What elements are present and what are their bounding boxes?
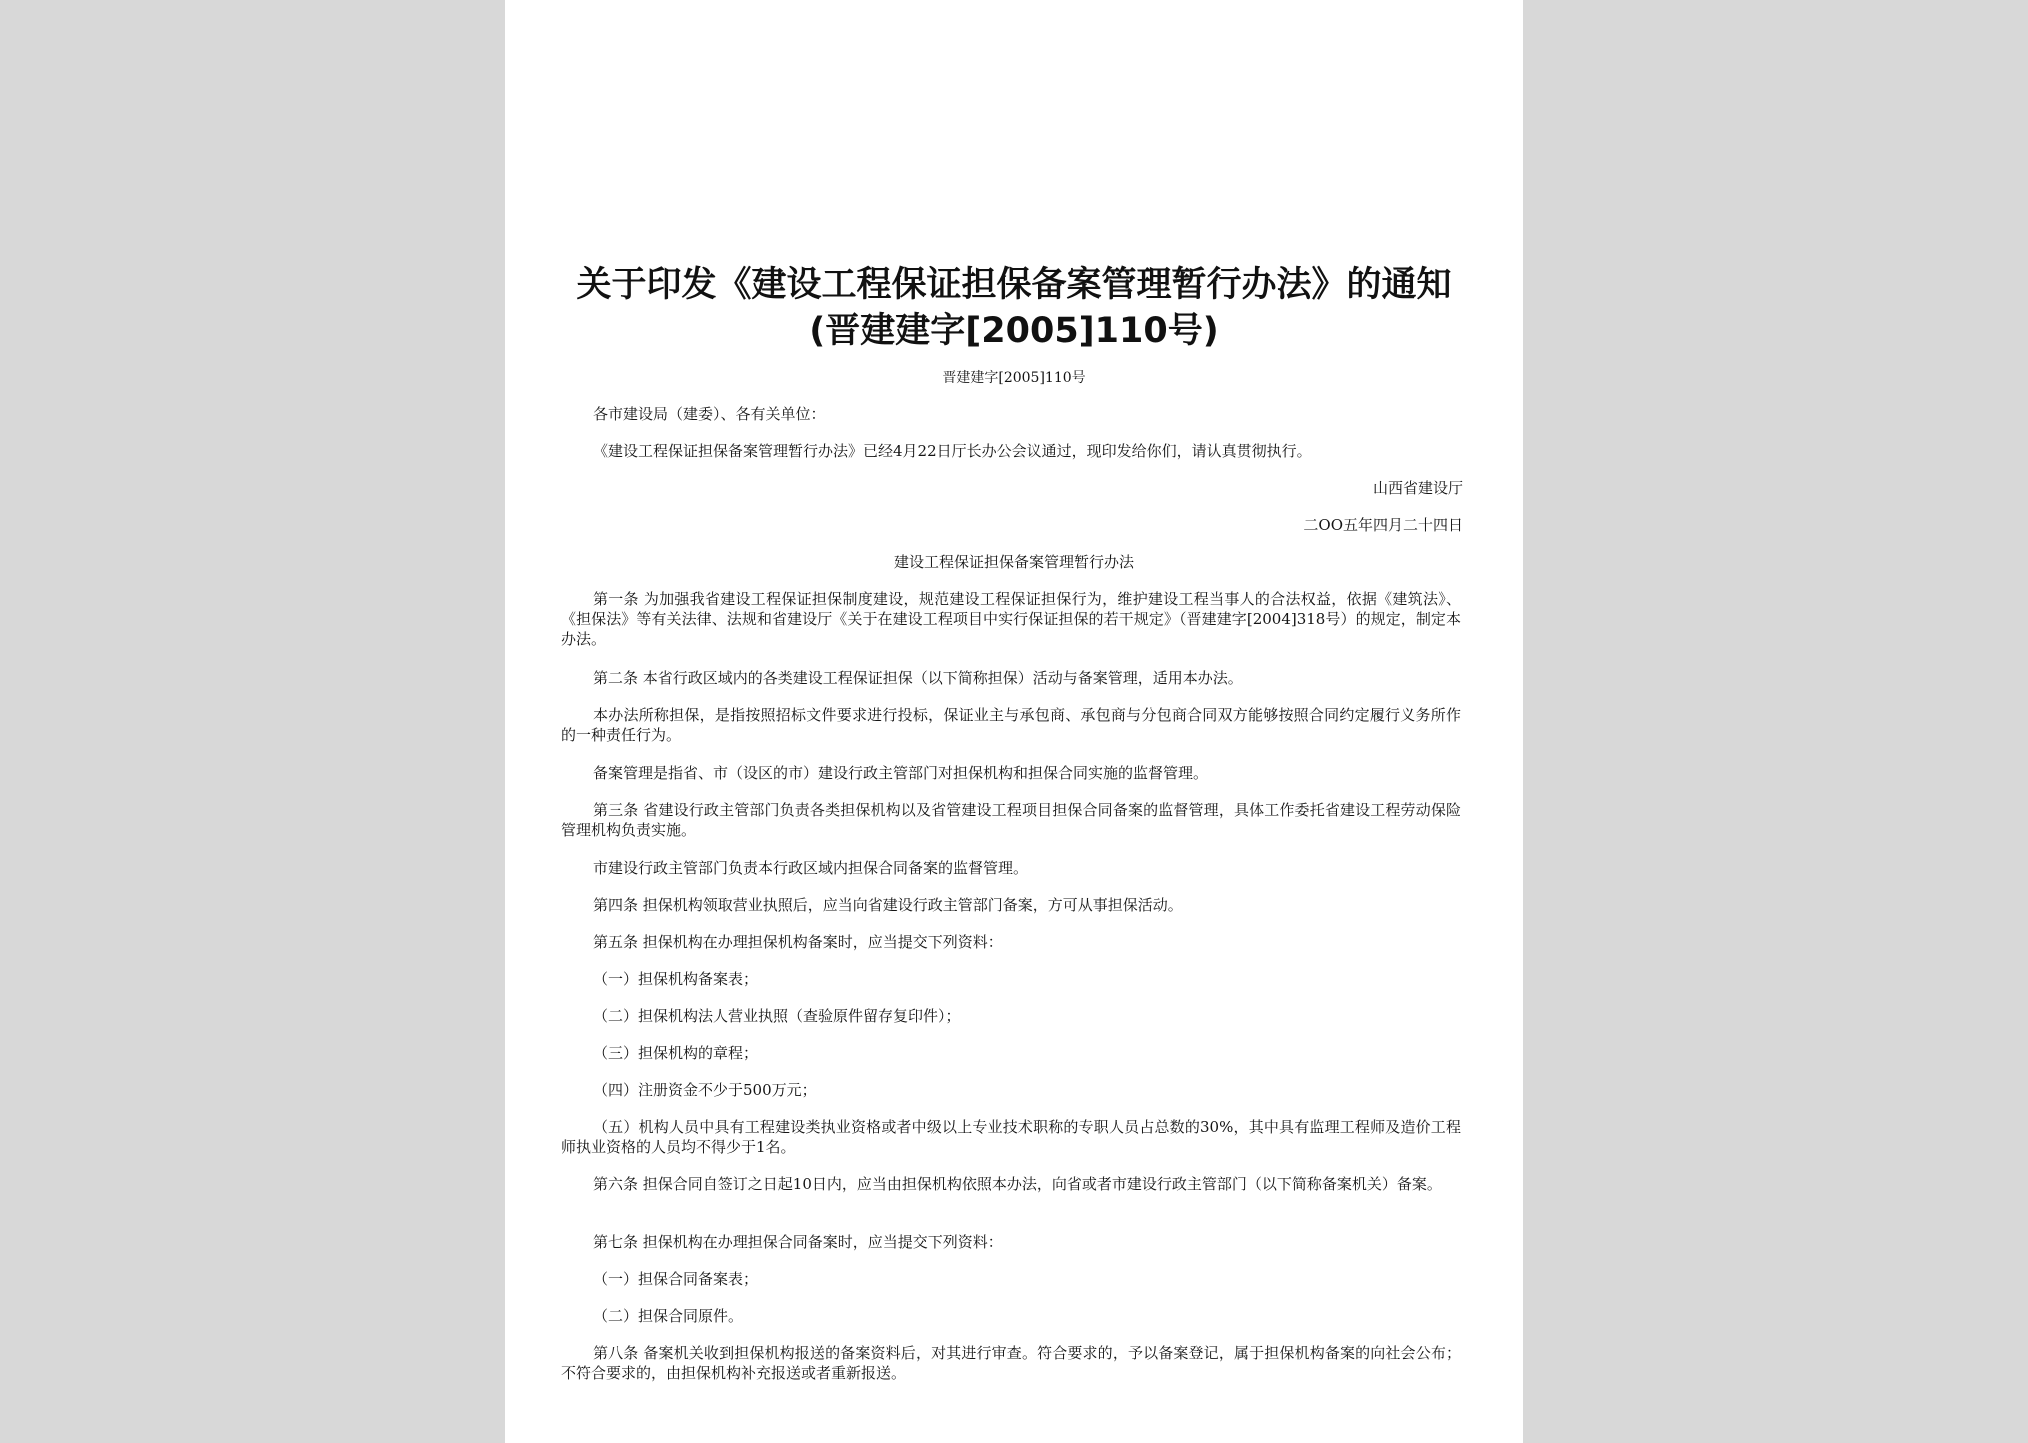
article-2-filing-definition: 备案管理是指省、市（设区的市）建设行政主管部门对担保机构和担保合同实施的监督管理。	[593, 764, 1209, 782]
article-8: 第八条 备案机关收到担保机构报送的备案资料后，对其进行审查。符合要求的，予以备案登记，属于担保机构备案的向社会公布；不符合要求的，由担保机构补充报送或者重新报送。	[561, 1344, 1461, 1382]
salutation: 各市建设局（建委）、各有关单位：	[593, 405, 826, 423]
article-5: 第五条 担保机构在办理担保机构备案时，应当提交下列资料：	[593, 933, 1003, 951]
document-number: 晋建建字[2005]110号	[942, 370, 1086, 386]
article-7-item-2: （二）担保合同原件。	[593, 1307, 744, 1325]
issue-date: 二OO五年四月二十四日	[1303, 516, 1463, 534]
article-2-definition: 本办法所称担保，是指按照招标文件要求进行投标，保证业主与承包商、承包商与分包商合同双方能够按照合同约定履行义务所作的一种责任行为。	[561, 706, 1461, 744]
issuer: 山西省建设厅	[1372, 479, 1463, 497]
article-5-item-1: （一）担保机构备案表；	[593, 970, 759, 988]
article-3-city: 市建设行政主管部门负责本行政区域内担保合同备案的监督管理。	[593, 859, 1029, 877]
article-1: 第一条 为加强我省建设工程保证担保制度建设，规范建设工程保证担保行为，维护建设工程当事人的合法权益，依据《建筑法》、《担保法》等有关法律、法规和省建设厅《关于在建设工程项目中实行保证担保的若干规定》（晋建建字[2004]318号）的规定，制定本办法。	[561, 590, 1461, 648]
article-3: 第三条 省建设行政主管部门负责各类担保机构以及省管建设工程项目担保合同备案的监督管理，具体工作委托省建设工程劳动保险管理机构负责实施。	[561, 801, 1461, 839]
article-5-item-3: （三）担保机构的章程；	[593, 1044, 759, 1062]
article-5-item-4: （四）注册资金不少于500万元；	[593, 1081, 817, 1099]
article-7: 第七条 担保机构在办理担保合同备案时，应当提交下列资料：	[593, 1233, 1003, 1251]
article-2: 第二条 本省行政区域内的各类建设工程保证担保（以下简称担保）活动与备案管理，适用本办法。	[593, 669, 1243, 687]
article-6: 第六条 担保合同自签订之日起10日内，应当由担保机构依照本办法，向省或者市建设行政主管部门（以下简称备案机关）备案。	[593, 1175, 1442, 1193]
intro-paragraph: 《建设工程保证担保备案管理暂行办法》已经4月22日厅长办公会议通过，现印发给你们，请认真贯彻执行。	[593, 442, 1312, 460]
document-page	[505, 0, 1523, 1443]
document-title: 关于印发《建设工程保证担保备案管理暂行办法》的通知(晋建建字[2005]110号)	[576, 265, 1452, 351]
article-4: 第四条 担保机构领取营业执照后，应当向省建设行政主管部门备案，方可从事担保活动。	[593, 896, 1183, 914]
article-5-item-5: （五）机构人员中具有工程建设类执业资格或者中级以上专业技术职称的专职人员占总数的30%，其中具有监理工程师及造价工程师执业资格的人员均不得少于1名。	[561, 1118, 1461, 1156]
regulation-title: 建设工程保证担保备案管理暂行办法	[893, 553, 1134, 571]
article-5-item-2: （二）担保机构法人营业执照（查验原件留存复印件）；	[593, 1007, 961, 1025]
article-7-item-1: （一）担保合同备案表；	[593, 1270, 759, 1288]
